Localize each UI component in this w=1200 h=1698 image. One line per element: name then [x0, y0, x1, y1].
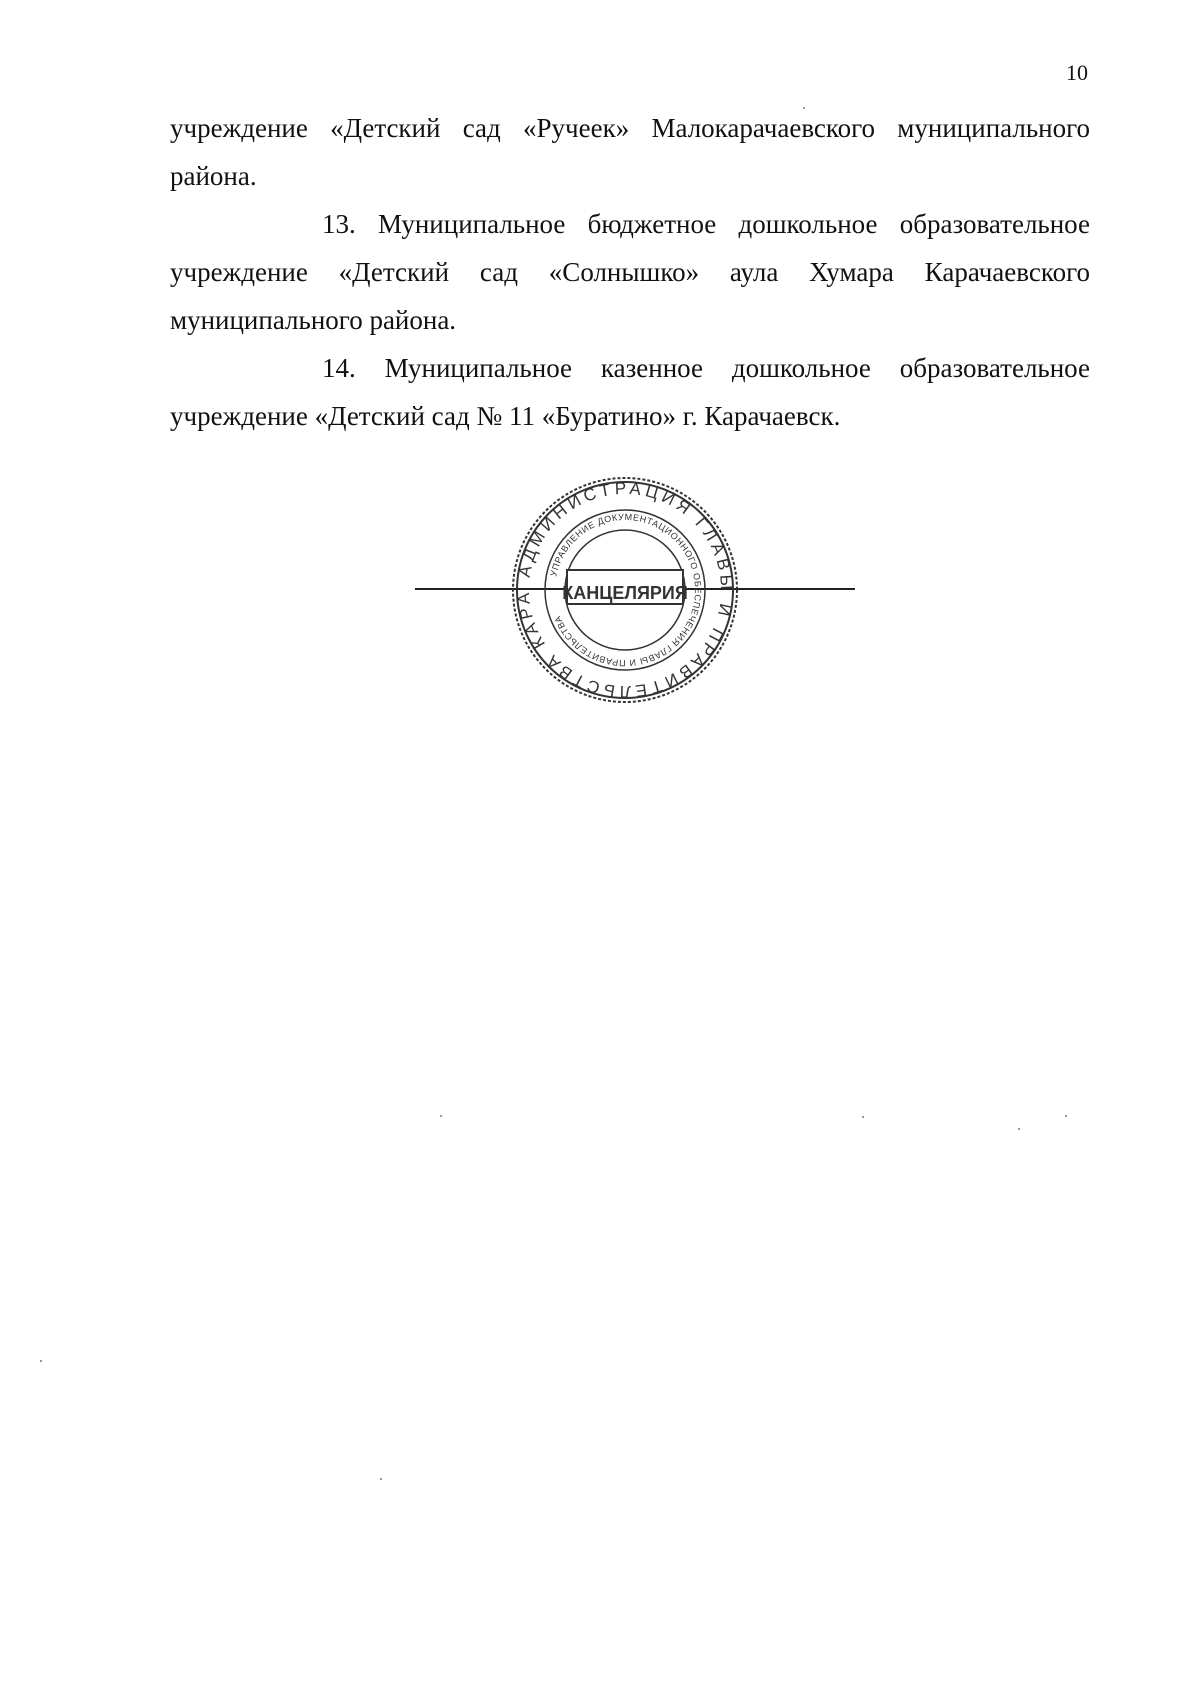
stamp-seal-graphic [505, 470, 745, 710]
stamp-outer-text: АДМИНИСТРАЦИЯ ГЛАВЫ И ПРАВИТЕЛЬСТВА КАРА [513, 478, 737, 702]
paragraph-item-14 [170, 344, 1090, 440]
scan-speck [380, 1478, 382, 1480]
paragraph-text: Муниципальное казенное дошкольное образовательное учреждение «Детский сад № 11 «Буратино» г. Карачаевск. [170, 353, 1090, 431]
paragraph-number: 13. [322, 209, 356, 239]
official-stamp [505, 470, 745, 710]
scan-speck [40, 1360, 42, 1362]
stamp-center-text: КАНЦЕЛЯРИЯ [562, 582, 688, 603]
paragraph-item-13 [170, 200, 1090, 344]
paragraph-number: 14. [322, 353, 356, 383]
paragraph-continuation [170, 104, 1090, 200]
scan-speck [440, 1115, 442, 1117]
scan-speck [1018, 1128, 1020, 1130]
paragraph-text: учреждение «Детский сад «Ручеек» Малокарачаевского муниципального района. [170, 113, 1090, 191]
scan-speck [1065, 1115, 1067, 1117]
stamp-inner-text: УПРАВЛЕНИЕ ДОКУМЕНТАЦИОННОГО ОБЕСПЕЧЕНИЯ ГЛАВЫ И ПРАВИТЕЛЬСТВА [548, 511, 704, 669]
scan-speck [862, 1116, 864, 1118]
paragraph-text: Муниципальное бюджетное дошкольное образовательное учреждение «Детский сад «Солнышко» аула Хумара Карачаевского муниципального района. [170, 209, 1090, 335]
page-number: 10 [1066, 60, 1088, 85]
document-body [170, 104, 1090, 440]
scan-speck [803, 107, 805, 109]
